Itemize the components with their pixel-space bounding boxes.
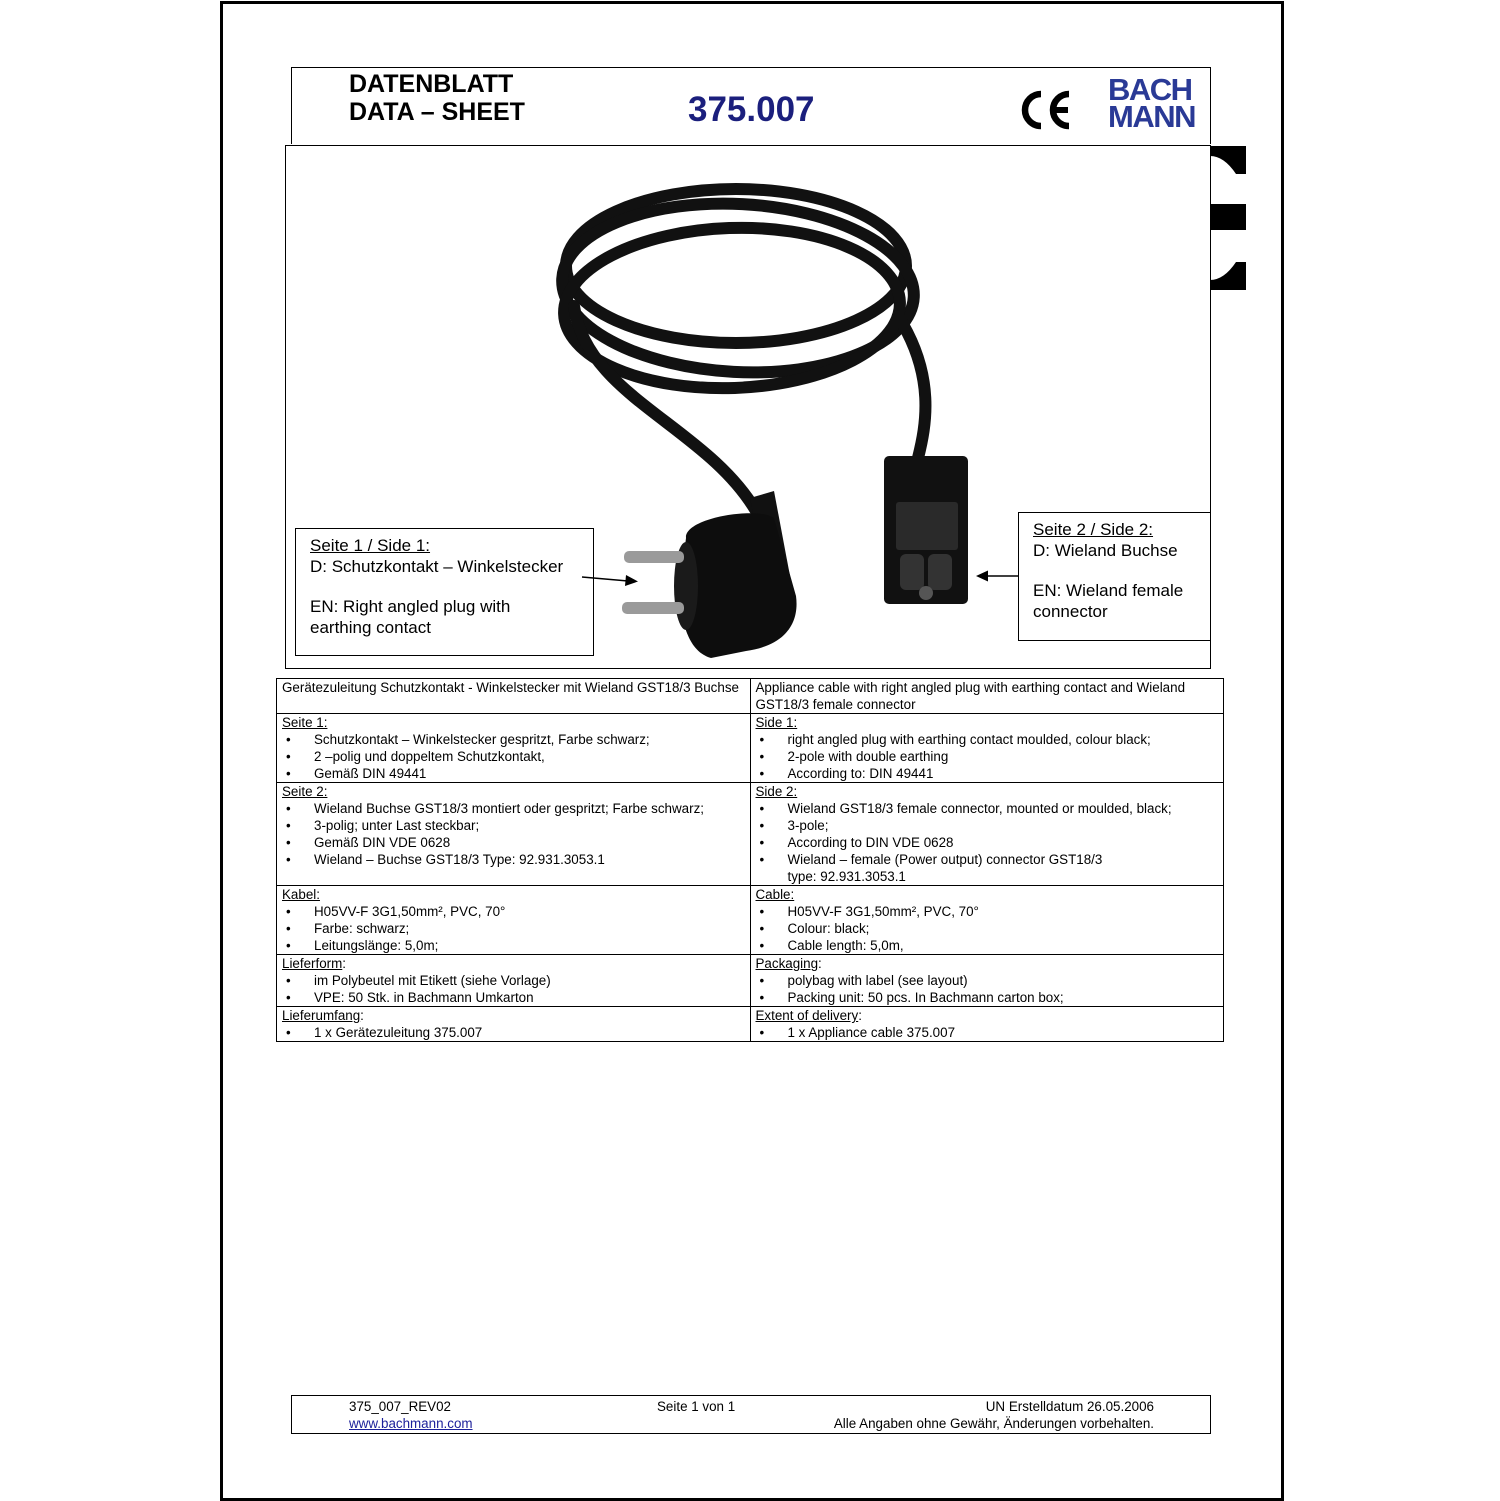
list-item: • Schutzkontakt – Winkelstecker gespritzt, Farbe schwarz; xyxy=(282,731,745,748)
list-item: • According to DIN VDE 0628 xyxy=(756,834,1219,851)
table-row xyxy=(277,714,1224,783)
list-item: • Leitungslänge: 5,0m; xyxy=(282,937,745,954)
arrow-right-icon xyxy=(580,569,640,589)
list-item: • H05VV-F 3G1,50mm², PVC, 70° xyxy=(756,903,1219,920)
table-row xyxy=(277,679,1224,714)
callout-side-1-heading: Seite 1 / Side 1: xyxy=(310,536,431,555)
table-row xyxy=(277,783,1224,886)
callout-side-2 xyxy=(1018,512,1211,641)
list-item: • According to: DIN 49441 xyxy=(756,765,1219,782)
list-item: • right angled plug with earthing contact moulded, colour black; xyxy=(756,731,1219,748)
packaging-de-cell xyxy=(277,955,751,1007)
section-title: Seite 2: xyxy=(282,784,328,799)
list-item: • 2-pole with double earthing xyxy=(756,748,1219,765)
list-item: • 3-polig; unter Last steckbar; xyxy=(282,817,745,834)
list-item: • VPE: 50 Stk. in Bachmann Umkarton xyxy=(282,989,745,1006)
section-title: Cable: xyxy=(755,887,795,902)
list-item: • Farbe: schwarz; xyxy=(282,920,745,937)
callout-side-2-de: D: Wieland Buchse xyxy=(1033,540,1178,560)
bachmann-logo xyxy=(1108,72,1195,134)
side2-en-cell xyxy=(750,783,1224,886)
title-de: DATENBLATT xyxy=(349,70,514,98)
section-title: Side 2: xyxy=(755,784,798,799)
list-item: • polybag with label (see layout) xyxy=(756,972,1219,989)
spec-table xyxy=(276,678,1224,1042)
list-item: • im Polybeutel mit Etikett (siehe Vorlage) xyxy=(282,972,745,989)
disclaimer: Alle Angaben ohne Gewähr, Änderungen vorbehalten. xyxy=(833,1416,1154,1431)
callout-side-2-en-line1: EN: Wieland female xyxy=(1033,581,1184,600)
creation-date: UN Erstelldatum 26.05.2006 xyxy=(985,1399,1154,1414)
section-title: Lieferform: xyxy=(282,956,347,971)
section-title-text: Packaging xyxy=(755,956,819,971)
section-title: Kabel: xyxy=(282,887,320,902)
section-title: Side 1: xyxy=(755,715,798,730)
footer xyxy=(291,1395,1211,1434)
logo-line-1: BACH xyxy=(1108,72,1192,107)
delivery-de-cell xyxy=(277,1007,751,1042)
list-item: • Colour: black; xyxy=(756,920,1219,937)
side1-de-cell xyxy=(277,714,751,783)
table-row xyxy=(277,955,1224,1007)
side2-de-cell xyxy=(277,783,751,886)
article-number: 375.007 xyxy=(688,90,815,129)
table-row xyxy=(277,1007,1224,1042)
section-title: Lieferumfang: xyxy=(282,1008,364,1023)
callout-side-1-en-line1: EN: Right angled plug with xyxy=(310,597,511,616)
cable-de-cell xyxy=(277,886,751,955)
section-title-text: Lieferform xyxy=(282,956,343,971)
list-item: • Wieland GST18/3 female connector, mounted or moulded, black; xyxy=(756,800,1219,817)
arrow-left-icon xyxy=(974,568,1020,584)
callout-side-1-en-line2: earthing contact xyxy=(310,617,431,637)
intro-en: Appliance cable with right angled plug with earthing contact and Wieland GST18/3 female connector xyxy=(750,679,1224,714)
list-item: • 2 –polig und doppeltem Schutzkontakt, xyxy=(282,748,745,765)
list-item: • Packing unit: 50 pcs. In Bachmann carton box; xyxy=(756,989,1219,1006)
page-number: Seite 1 von 1 xyxy=(657,1399,736,1414)
callout-side-2-heading: Seite 2 / Side 2: xyxy=(1033,520,1154,539)
list-item: • Cable length: 5,0m, xyxy=(756,937,1219,954)
section-title: Extent of delivery: xyxy=(755,1008,862,1023)
table-row xyxy=(277,886,1224,955)
delivery-en-cell xyxy=(750,1007,1224,1042)
section-title-text: Lieferumfang xyxy=(282,1008,361,1023)
list-item: • Gemäß DIN 49441 xyxy=(282,765,745,782)
intro-de: Gerätezuleitung Schutzkontakt - Winkelstecker mit Wieland GST18/3 Buchse xyxy=(277,679,751,714)
list-item: • 1 x Gerätezuleitung 375.007 xyxy=(282,1024,745,1041)
website-link[interactable]: www.bachmann.com xyxy=(349,1416,473,1431)
list-item: • Wieland Buchse GST18/3 montiert oder gespritzt; Farbe schwarz; xyxy=(282,800,745,817)
list-item: • Wieland – Buchse GST18/3 Type: 92.931.3053.1 xyxy=(282,851,745,868)
ce-mark-fragment-icon xyxy=(1210,146,1246,290)
side1-en-cell xyxy=(750,714,1224,783)
sheet-title xyxy=(349,70,525,126)
cable-en-cell xyxy=(750,886,1224,955)
callout-side-1 xyxy=(295,528,594,656)
list-item: • H05VV-F 3G1,50mm², PVC, 70° xyxy=(282,903,745,920)
ce-mark-icon xyxy=(1019,90,1075,130)
list-item: • 3-pole; xyxy=(756,817,1219,834)
title-en: DATA – SHEET xyxy=(349,98,525,126)
section-title: Seite 1: xyxy=(282,715,328,730)
doc-id: 375_007_REV02 xyxy=(349,1399,452,1414)
list-item: • 1 x Appliance cable 375.007 xyxy=(756,1024,1219,1041)
list-item: • Wieland – female (Power output) connector GST18/3 type: 92.931.3053.1 xyxy=(756,851,1219,885)
section-title-text: Extent of delivery xyxy=(755,1008,859,1023)
callout-side-2-en-line2: connector xyxy=(1033,601,1108,621)
callout-side-1-de: D: Schutzkontakt – Winkelstecker xyxy=(310,556,564,576)
section-title: Packaging: xyxy=(755,956,822,971)
logo-line-2: MANN xyxy=(1108,99,1195,134)
list-item: • Gemäß DIN VDE 0628 xyxy=(282,834,745,851)
packaging-en-cell xyxy=(750,955,1224,1007)
